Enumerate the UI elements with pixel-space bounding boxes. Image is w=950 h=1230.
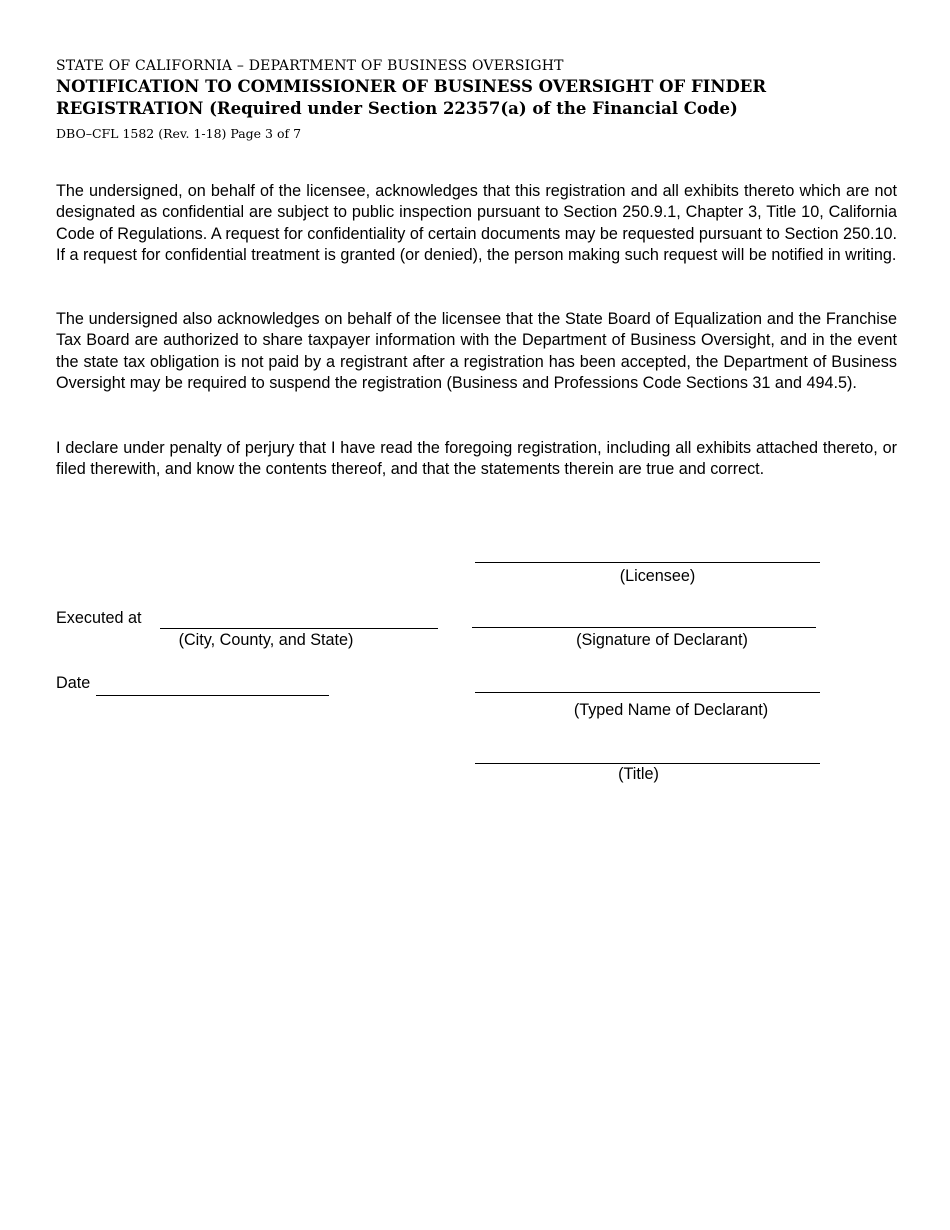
date-label: Date (56, 674, 91, 692)
form-title-line-2: REGISTRATION (Required under Section 22357(a) of the Financial Code) (56, 99, 738, 118)
typed-name-caption: (Typed Name of Declarant) (573, 701, 769, 719)
title-caption: (Title) (618, 765, 659, 783)
signature-line[interactable] (472, 627, 816, 628)
agency-header: STATE OF CALIFORNIA – DEPARTMENT OF BUSINESS OVERSIGHT (56, 58, 564, 74)
executed-at-label: Executed at (56, 609, 142, 627)
title-line[interactable] (475, 763, 820, 764)
city-county-state-caption: (City, County, and State) (178, 631, 354, 649)
tax-information-paragraph: The undersigned also acknowledges on behalf of the licensee that the State Board of Equalization and the Franchise Tax Board are authorized to share taxpayer information with the Department of Business Oversight, and in the event the state tax obligation is not paid by a registrant after a registration has been accepted, the Department of Business Oversight may be required to suspend the registration (Business and Professions Code Sections 31 and 494.5). (56, 310, 897, 393)
typed-name-line[interactable] (475, 692, 820, 693)
licensee-line[interactable] (475, 562, 820, 563)
form-number: DBO–CFL 1582 (Rev. 1-18) Page 3 of 7 (56, 126, 302, 141)
confidentiality-paragraph: The undersigned, on behalf of the licensee, acknowledges that this registration and all exhibits thereto which are not designated as confidential are subject to public inspection pursuant to Section 250.9.1, Chapter 3, Title 10, California Code of Regulations. A request for confidentiality of certain documents may be requested pursuant to Section 250.10. If a request for confidential treatment is granted (or denied), the person making such request will be notified in writing. (56, 182, 897, 265)
licensee-caption: (Licensee) (619, 567, 696, 585)
perjury-declaration-paragraph: I declare under penalty of perjury that I have read the foregoing registration, including all exhibits attached thereto, or filed therewith, and know the contents thereof, and that the statements therein are true and correct. (56, 439, 897, 479)
date-line[interactable] (96, 695, 329, 696)
form-title-line-1: NOTIFICATION TO COMMISSIONER OF BUSINESS OVERSIGHT OF FINDER (56, 77, 767, 96)
signature-caption: (Signature of Declarant) (576, 631, 748, 649)
executed-at-line[interactable] (160, 628, 438, 629)
